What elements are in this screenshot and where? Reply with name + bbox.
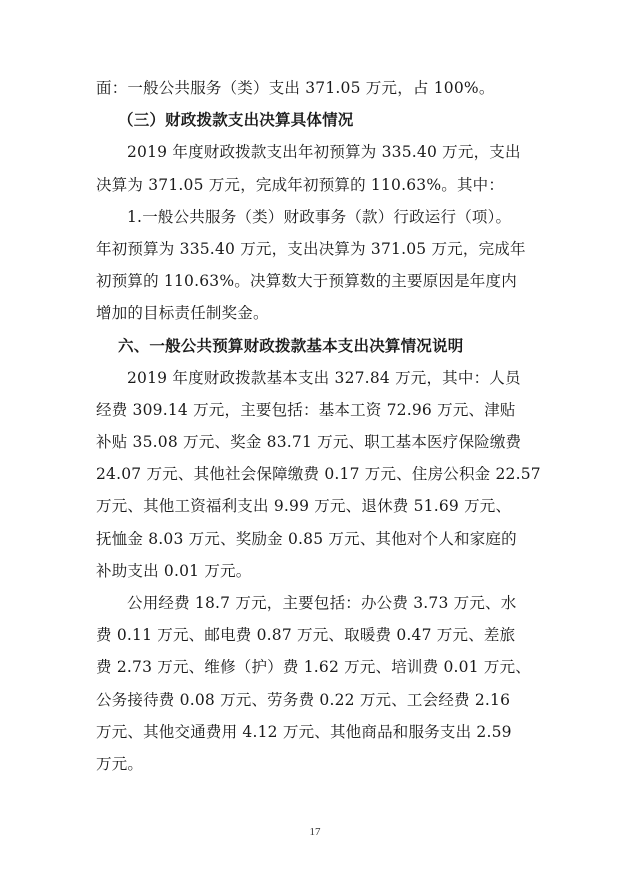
section-heading: （三）财政拨款支出决算具体情况 [118, 111, 354, 130]
paragraph-line: 万元。 [96, 754, 144, 773]
paragraph-line: 费 2.73 万元、维修（护）费 1.62 万元、培训费 0.01 万元、 [96, 658, 531, 677]
paragraph-line: 初预算的 110.63%。决算数大于预算数的主要原因是年度内 [96, 272, 517, 291]
paragraph-line: 2019 年度财政拨款基本支出 327.84 万元，其中：人员 [127, 368, 521, 387]
paragraph-line: 补贴 35.08 万元、奖金 83.71 万元、职工基本医疗保险缴费 [96, 433, 522, 452]
paragraph-line: 公务接待费 0.08 万元、劳务费 0.22 万元、工会经费 2.16 [96, 690, 511, 709]
section-heading: 六、一般公共预算财政拨款基本支出决算情况说明 [118, 336, 464, 355]
paragraph-line: 决算为 371.05 万元，完成年初预算的 110.63%。其中： [96, 175, 505, 194]
paragraph-line: 抚恤金 8.03 万元、奖励金 0.85 万元、其他对个人和家庭的 [96, 529, 517, 548]
paragraph-line: 1.一般公共服务（类）财政事务（款）行政运行（项）。 [127, 207, 512, 226]
paragraph-line: 万元、其他工资福利支出 9.99 万元、退休费 51.69 万元、 [96, 497, 512, 516]
paragraph-line: 年初预算为 335.40 万元，支出决算为 371.05 万元，完成年 [96, 239, 526, 258]
paragraph-line: 面：一般公共服务（类）支出 371.05 万元，占 100%。 [96, 79, 495, 97]
paragraph-line: 增加的目标责任制奖金。 [96, 304, 269, 323]
paragraph-line: 2019 年度财政拨款支出年初预算为 335.40 万元，支出 [127, 143, 521, 162]
paragraph-line: 费 0.11 万元、邮电费 0.87 万元、取暖费 0.47 万元、差旅 [96, 626, 516, 645]
page-number: 17 [309, 826, 321, 838]
paragraph-line: 公用经费 18.7 万元，主要包括：办公费 3.73 万元、水 [127, 594, 517, 612]
document-body [96, 72, 541, 780]
paragraph-line: 24.07 万元、其他社会保障缴费 0.17 万元、住房公积金 22.57 [96, 465, 541, 484]
paragraph-line: 万元、其他交通费用 4.12 万元、其他商品和服务支出 2.59 [96, 722, 512, 741]
paragraph-line: 经费 309.14 万元，主要包括：基本工资 72.96 万元、津贴 [96, 400, 516, 419]
paragraph-line: 补助支出 0.01 万元。 [96, 561, 252, 580]
